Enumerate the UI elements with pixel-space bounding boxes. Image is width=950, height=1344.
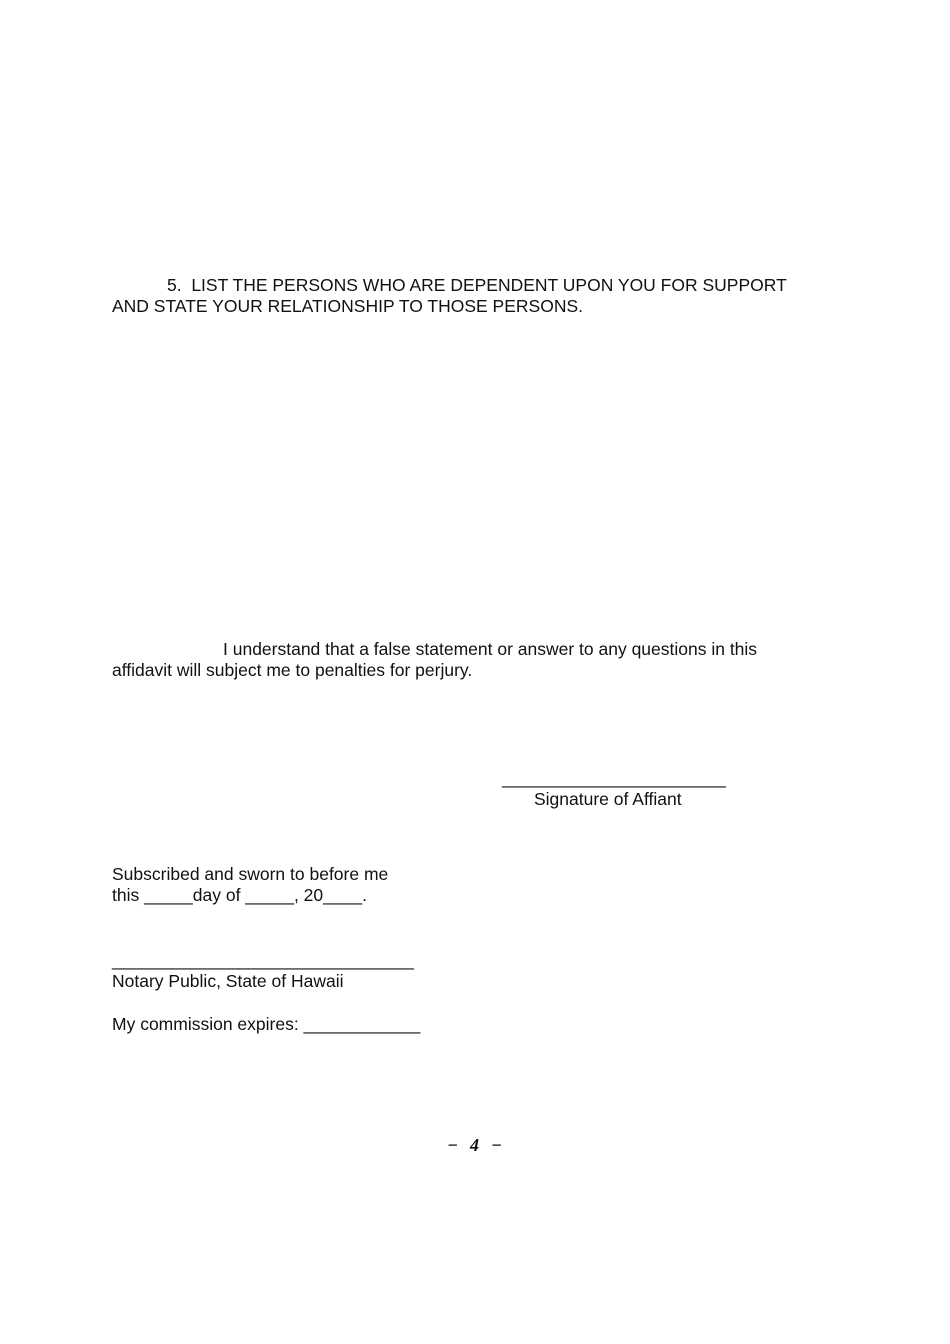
perjury-statement-line-2: affidavit will subject me to penalties for perjury. <box>112 660 473 680</box>
commission-expires: My commission expires: ____________ <box>112 1014 421 1034</box>
notary-label: Notary Public, State of Hawaii <box>112 971 344 991</box>
jurat-line-2: this _____day of _____, 20____. <box>112 885 367 905</box>
notary-signature-line: _______________________________ <box>112 950 414 970</box>
affiant-signature-line: _______________________ <box>502 768 726 788</box>
perjury-statement-line-1: I understand that a false statement or answer to any questions in this <box>223 639 758 659</box>
affiant-signature-label: Signature of Affiant <box>534 789 682 809</box>
jurat-line-1: Subscribed and sworn to before me <box>112 864 389 884</box>
question-5-line-2: AND STATE YOUR RELATIONSHIP TO THOSE PERSONS. <box>112 296 583 316</box>
question-5-line-1: 5. LIST THE PERSONS WHO ARE DEPENDENT UPON YOU FOR SUPPORT <box>167 275 787 295</box>
page-number: − 4 − <box>447 1135 503 1155</box>
